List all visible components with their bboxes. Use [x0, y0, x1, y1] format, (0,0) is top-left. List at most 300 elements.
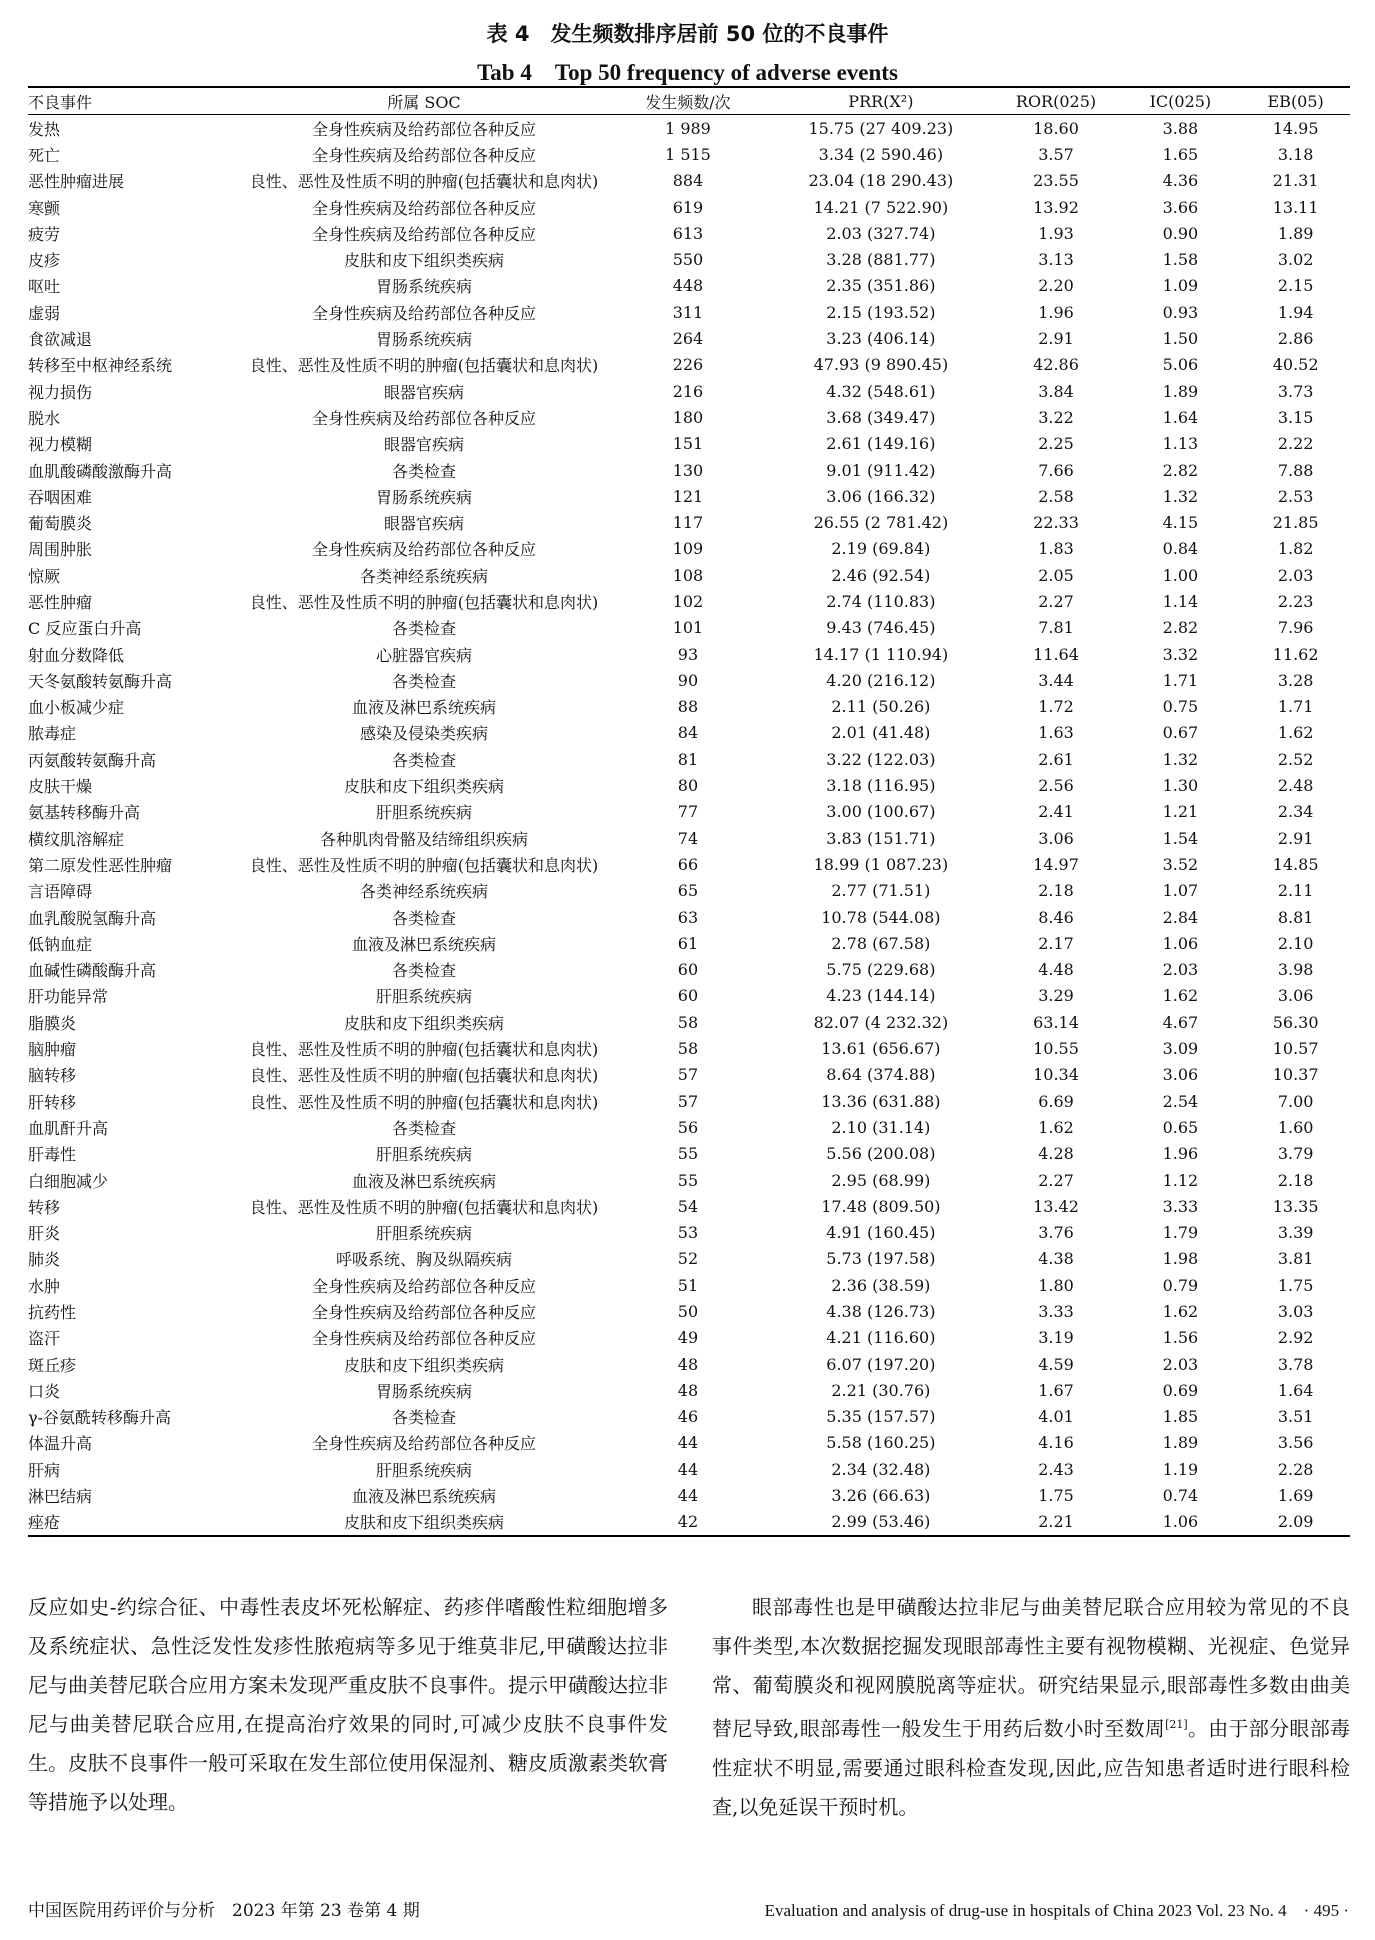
cell-adverse-event: 皮疹	[28, 251, 61, 271]
cell-ror: 1.67	[1038, 1380, 1074, 1400]
table-row	[28, 246, 1350, 272]
cell-ic: 1.96	[1162, 1144, 1199, 1164]
table-header-row	[28, 87, 1350, 115]
cell-adverse-event: 食欲减退	[28, 330, 93, 350]
cell-adverse-event: 血乳酸脱氢酶升高	[28, 908, 157, 928]
table-row	[28, 325, 1350, 351]
cell-soc: 各类检查	[391, 1118, 456, 1138]
cell-frequency: 1 989	[665, 118, 711, 138]
cell-ic: 2.82	[1162, 618, 1199, 638]
table-row	[28, 1009, 1350, 1035]
table-row	[28, 273, 1350, 299]
cell-prr: 2.35 (351.86)	[826, 276, 936, 296]
cell-ic: 1.62	[1162, 1302, 1199, 1321]
cell-adverse-event: 口炎	[28, 1381, 61, 1401]
cell-adverse-event: 皮肤干燥	[28, 777, 93, 797]
cell-frequency: 80	[677, 776, 699, 796]
cell-adverse-event: 疲劳	[28, 224, 61, 244]
cell-prr: 4.20 (216.12)	[826, 670, 936, 690]
cell-adverse-event: 肝毒性	[28, 1145, 77, 1165]
cell-eb: 7.88	[1277, 460, 1314, 480]
cell-adverse-event: 肺炎	[28, 1250, 61, 1270]
cell-soc: 血液及淋巴系统疾病	[351, 1487, 496, 1507]
cell-frequency: 108	[672, 565, 704, 585]
cell-frequency: 102	[672, 591, 704, 611]
cell-ic: 0.65	[1162, 1117, 1199, 1137]
cell-eb: 3.03	[1277, 1302, 1314, 1321]
citation-ref: [21]	[1165, 1718, 1188, 1731]
cell-soc: 血液及淋巴系统疾病	[351, 934, 496, 954]
cell-ror: 3.22	[1038, 407, 1074, 427]
cell-adverse-event: 死亡	[28, 145, 61, 165]
cell-ror: 10.34	[1033, 1065, 1079, 1085]
cell-frequency: 42	[607, 1509, 769, 1536]
cell-prr: 3.34 (2 590.46)	[818, 144, 944, 164]
table-row	[28, 1114, 1350, 1140]
cell-ic: 1.79	[1162, 1223, 1199, 1243]
cell-ic: 2.03	[1162, 960, 1199, 980]
cell-prr: 2.99 (53.46)	[769, 1509, 992, 1536]
cell-prr: 13.61 (656.67)	[821, 1039, 941, 1059]
cell-ic: 4.36	[1162, 171, 1199, 191]
cell-ic: 0.74	[1162, 1486, 1199, 1506]
table-row	[28, 536, 1350, 562]
cell-ror: 4.01	[1038, 1407, 1074, 1427]
cell-ror: 3.57	[1038, 144, 1074, 164]
cell-prr: 18.99 (1 087.23)	[813, 854, 949, 874]
cell-frequency: 66	[677, 854, 699, 874]
table-row	[28, 878, 1350, 904]
cell-soc: 良性、恶性及性质不明的肿瘤(包括囊状和息肉状)	[249, 356, 599, 376]
cell-soc: 全身性疾病及给药部位各种反应	[311, 145, 536, 165]
cell-adverse-event: 血肌酐升高	[28, 1118, 109, 1138]
cell-frequency: 46	[677, 1407, 699, 1427]
cell-ror: 2.61	[1038, 749, 1074, 769]
cell-frequency: 48	[677, 1354, 699, 1374]
cell-ror: 8.46	[1038, 907, 1074, 927]
cell-eb: 3.98	[1277, 960, 1314, 980]
cell-ror: 13.42	[1033, 1196, 1079, 1216]
cell-adverse-event: 恶性肿瘤进展	[28, 172, 125, 192]
cell-ror: 63.14	[1033, 1012, 1079, 1032]
table-row	[28, 1509, 1350, 1536]
header-ic: IC(025)	[1119, 87, 1241, 115]
cell-adverse-event: 肝病	[28, 1460, 61, 1480]
cell-ic: 2.54	[1162, 1091, 1199, 1111]
cell-ic: 4.67	[1162, 1012, 1199, 1032]
cell-soc: 各类检查	[391, 961, 456, 981]
cell-prr: 82.07 (4 232.32)	[813, 1012, 949, 1032]
cell-prr: 2.21 (30.76)	[831, 1380, 931, 1400]
cell-frequency: 54	[677, 1196, 699, 1216]
cell-eb: 21.85	[1272, 513, 1319, 533]
cell-frequency: 311	[672, 302, 704, 322]
cell-eb: 1.60	[1277, 1117, 1314, 1137]
cell-frequency: 90	[677, 670, 699, 690]
cell-eb: 3.02	[1277, 250, 1314, 270]
cell-ror: 1.83	[1038, 539, 1074, 559]
cell-frequency: 448	[672, 276, 704, 296]
table-row	[28, 1456, 1350, 1482]
cell-prr: 2.95 (68.99)	[831, 1170, 931, 1190]
cell-soc: 良性、恶性及性质不明的肿瘤(包括囊状和息肉状)	[249, 855, 599, 875]
cell-frequency: 56	[677, 1117, 699, 1137]
cell-ror: 2.91	[1038, 329, 1074, 349]
cell-adverse-event: 血碱性磷酸酶升高	[28, 961, 157, 981]
cell-soc: 皮肤和皮下组织类疾病	[343, 777, 504, 797]
cell-soc: 全身性疾病及给药部位各种反应	[311, 408, 536, 428]
cell-prr: 4.91 (160.45)	[826, 1223, 936, 1243]
cell-soc: 皮肤和皮下组织类疾病	[343, 1013, 504, 1033]
cell-ic: 1.98	[1162, 1249, 1199, 1269]
cell-adverse-event: 血肌酸磷酸激酶升高	[28, 461, 173, 481]
cell-ic: 4.15	[1162, 513, 1199, 533]
cell-soc: 全身性疾病及给药部位各种反应	[311, 1276, 536, 1296]
cell-ic: 1.14	[1162, 591, 1199, 611]
cell-frequency: 57	[677, 1091, 699, 1111]
body-text-left	[28, 1588, 668, 1822]
cell-frequency: 63	[677, 907, 699, 927]
cell-eb: 2.48	[1277, 776, 1314, 796]
table-row	[28, 772, 1350, 798]
cell-adverse-event: 发热	[28, 119, 61, 139]
table-row	[28, 457, 1350, 483]
cell-prr: 4.21 (116.60)	[826, 1328, 936, 1348]
cell-frequency: 180	[672, 407, 704, 427]
cell-ic: 1.89	[1162, 1433, 1199, 1453]
cell-frequency: 50	[677, 1302, 699, 1321]
cell-prr: 2.15 (193.52)	[826, 302, 936, 322]
cell-soc: 眼器官疾病	[383, 514, 464, 534]
cell-ic: 1.30	[1162, 776, 1199, 796]
cell-ic: 1.62	[1162, 986, 1199, 1006]
cell-prr: 2.36 (38.59)	[831, 1275, 931, 1295]
cell-ror: 3.84	[1038, 381, 1074, 401]
cell-eb: 2.09	[1241, 1509, 1350, 1536]
cell-ror: 6.69	[1038, 1091, 1074, 1111]
table-row	[28, 1298, 1350, 1324]
cell-prr: 2.46 (92.54)	[831, 565, 931, 585]
cell-ror: 3.33	[1038, 1302, 1074, 1321]
table-row	[28, 168, 1350, 194]
header-soc: 所属 SOC	[241, 87, 607, 115]
cell-prr: 23.04 (18 290.43)	[808, 171, 954, 191]
cell-eb: 2.92	[1277, 1328, 1314, 1348]
cell-eb: 2.28	[1277, 1459, 1314, 1479]
cell-ic: 0.84	[1162, 539, 1199, 559]
cell-prr: 13.36 (631.88)	[821, 1091, 941, 1111]
cell-ror: 2.41	[1038, 802, 1074, 822]
cell-eb: 2.11	[1277, 881, 1314, 901]
cell-ror: 23.55	[1033, 171, 1079, 191]
table-row	[28, 851, 1350, 877]
cell-ic: 3.32	[1162, 644, 1199, 664]
table-row	[28, 1035, 1350, 1061]
cell-prr: 3.68 (349.47)	[826, 407, 936, 427]
cell-frequency: 65	[677, 881, 699, 901]
cell-adverse-event: 痤疮	[28, 1509, 241, 1536]
table-row	[28, 1062, 1350, 1088]
cell-adverse-event: 血小板减少症	[28, 698, 125, 718]
cell-ic: 1.06	[1162, 933, 1199, 953]
paragraph-right-part1: 眼部毒性也是甲磺酸达拉非尼与曲美替尼联合应用较为常见的不良事件类型,本次数据挖掘发现眼部毒性主要有视物模糊、光视症、色觉异常、葡萄膜炎和视网膜脱离等症状。研究结果显示,眼部毒性多数由曲美替尼导致,眼部毒性一般发生于用药后数小时至数周	[712, 1595, 1350, 1741]
table-body	[28, 115, 1350, 1537]
cell-ror: 3.13	[1038, 250, 1074, 270]
cell-eb: 3.06	[1277, 986, 1314, 1006]
cell-ic: 2.82	[1162, 460, 1199, 480]
cell-ic: 1.12	[1162, 1170, 1199, 1190]
cell-ror: 2.25	[1038, 434, 1074, 454]
cell-frequency: 57	[677, 1065, 699, 1085]
cell-ror: 1.72	[1038, 697, 1074, 717]
cell-prr: 26.55 (2 781.42)	[813, 513, 949, 533]
cell-prr: 3.28 (881.77)	[826, 250, 936, 270]
cell-prr: 15.75 (27 409.23)	[808, 118, 954, 138]
table-row	[28, 957, 1350, 983]
cell-adverse-event: 水肿	[28, 1276, 61, 1296]
cell-prr: 3.18 (116.95)	[826, 776, 936, 796]
header-eb: EB(05)	[1241, 87, 1350, 115]
cell-ic: 1.64	[1162, 407, 1199, 427]
cell-prr: 3.26 (66.63)	[831, 1486, 931, 1506]
cell-ic: 0.93	[1162, 302, 1199, 322]
cell-eb: 3.15	[1277, 407, 1314, 427]
cell-soc: 各类检查	[391, 750, 456, 770]
cell-prr: 5.58 (160.25)	[826, 1433, 936, 1453]
cell-ic: 1.00	[1162, 565, 1199, 585]
footer-journal-cn: 中国医院用药评价与分析 2023 年第 23 卷第 4 期	[28, 1901, 420, 1921]
cell-eb: 2.52	[1277, 749, 1314, 769]
cell-soc: 皮肤和皮下组织类疾病	[343, 251, 504, 271]
cell-adverse-event: 虚弱	[28, 303, 61, 323]
cell-soc: 全身性疾病及给药部位各种反应	[311, 303, 536, 323]
cell-ror: 4.38	[1038, 1249, 1074, 1269]
table-title-cn: 表 4 发生频数排序居前 50 位的不良事件	[486, 22, 889, 46]
cell-soc: 眼器官疾病	[383, 382, 464, 402]
table-row	[28, 641, 1350, 667]
table-row	[28, 1430, 1350, 1456]
cell-ic: 0.79	[1162, 1275, 1199, 1295]
cell-frequency: 613	[672, 223, 704, 243]
cell-adverse-event: 视力模糊	[28, 435, 93, 455]
cell-ror: 1.63	[1038, 723, 1074, 743]
cell-ror: 7.81	[1038, 618, 1074, 638]
cell-ror: 3.06	[1038, 828, 1074, 848]
table-row	[28, 799, 1350, 825]
cell-frequency: 74	[677, 828, 699, 848]
cell-eb: 7.00	[1277, 1091, 1314, 1111]
cell-adverse-event: 肝转移	[28, 1092, 77, 1112]
cell-adverse-event: 射血分数降低	[28, 645, 125, 665]
cell-frequency: 51	[677, 1275, 699, 1295]
cell-ror: 2.05	[1038, 565, 1074, 585]
cell-ic: 2.84	[1162, 907, 1199, 927]
cell-soc: 肝胆系统疾病	[375, 1460, 472, 1480]
table-row	[28, 194, 1350, 220]
cell-ror: 1.96	[1038, 302, 1074, 322]
cell-eb: 1.62	[1277, 723, 1314, 743]
cell-eb: 10.57	[1272, 1039, 1319, 1059]
cell-eb: 1.82	[1277, 539, 1314, 559]
cell-eb: 3.56	[1277, 1433, 1314, 1453]
cell-eb: 10.37	[1272, 1065, 1319, 1085]
cell-frequency: 52	[677, 1249, 699, 1269]
cell-frequency: 93	[677, 644, 699, 664]
cell-soc: 胃肠系统疾病	[375, 1381, 472, 1401]
cell-ic: 3.66	[1162, 197, 1199, 217]
cell-ror: 42.86	[1033, 355, 1079, 375]
table-row	[28, 1325, 1350, 1351]
cell-adverse-event: 寒颤	[28, 198, 61, 218]
cell-frequency: 264	[672, 329, 704, 349]
table-row	[28, 141, 1350, 167]
cell-ror: 4.28	[1038, 1144, 1074, 1164]
cell-ror: 3.19	[1038, 1328, 1074, 1348]
cell-adverse-event: 丙氨酸转氨酶升高	[28, 750, 157, 770]
cell-ic: 3.52	[1162, 854, 1199, 874]
cell-frequency: 81	[677, 749, 699, 769]
cell-adverse-event: 脱水	[28, 408, 61, 428]
cell-eb: 3.28	[1277, 670, 1314, 690]
cell-eb: 2.23	[1277, 591, 1314, 611]
cell-ror: 1.80	[1038, 1275, 1074, 1295]
cell-ic: 1.58	[1162, 250, 1199, 270]
cell-adverse-event: 转移	[28, 1197, 61, 1217]
cell-soc: 全身性疾病及给药部位各种反应	[311, 1329, 536, 1349]
cell-prr: 3.23 (406.14)	[826, 329, 936, 349]
cell-prr: 3.83 (151.71)	[826, 828, 936, 848]
cell-frequency: 53	[677, 1223, 699, 1243]
cell-eb: 2.10	[1277, 933, 1314, 953]
cell-soc: 皮肤和皮下组织类疾病	[241, 1509, 607, 1536]
cell-soc: 各类神经系统疾病	[359, 566, 488, 586]
cell-frequency: 101	[672, 618, 704, 638]
table-title-en: Tab 4 Top 50 frequency of adverse events	[477, 60, 898, 85]
table-row	[28, 904, 1350, 930]
adverse-events-table	[28, 86, 1350, 1537]
cell-frequency: 55	[677, 1144, 699, 1164]
cell-soc: 呼吸系统、胸及纵隔疾病	[335, 1250, 512, 1270]
cell-eb: 3.18	[1277, 144, 1314, 164]
cell-ic: 1.07	[1162, 881, 1199, 901]
cell-soc: 全身性疾病及给药部位各种反应	[311, 119, 536, 139]
cell-soc: 血液及淋巴系统疾病	[351, 1171, 496, 1191]
cell-eb: 13.35	[1272, 1196, 1319, 1216]
cell-ic: 1.89	[1162, 381, 1199, 401]
cell-frequency: 884	[672, 171, 704, 191]
table-row	[28, 378, 1350, 404]
cell-prr: 14.21 (7 522.90)	[813, 197, 949, 217]
cell-eb: 11.62	[1272, 644, 1319, 664]
cell-ror: 1.75	[1038, 1486, 1074, 1506]
cell-adverse-event: 抗药性	[28, 1303, 77, 1322]
cell-frequency: 58	[677, 1012, 699, 1032]
cell-eb: 3.51	[1277, 1407, 1314, 1427]
cell-prr: 4.23 (144.14)	[826, 986, 936, 1006]
cell-ic: 1.19	[1162, 1459, 1199, 1479]
footer-journal-en: Evaluation and analysis of drug-use in hospitals of China 2023 Vol. 23 No. 4 · 495 ·	[764, 1901, 1349, 1920]
cell-ror: 2.18	[1038, 881, 1074, 901]
cell-eb: 2.03	[1277, 565, 1314, 585]
cell-ic: 1.56	[1162, 1328, 1199, 1348]
cell-soc: 感染及侵染类疾病	[359, 724, 488, 744]
cell-ror: 3.29	[1038, 986, 1074, 1006]
cell-prr: 2.61 (149.16)	[826, 434, 936, 454]
cell-ror: 18.60	[1033, 118, 1079, 138]
cell-eb: 7.96	[1277, 618, 1314, 638]
cell-eb: 13.11	[1272, 197, 1319, 217]
cell-soc: 良性、恶性及性质不明的肿瘤(包括囊状和息肉状)	[249, 1197, 599, 1217]
cell-prr: 10.78 (544.08)	[821, 907, 941, 927]
table-row	[28, 562, 1350, 588]
paragraph-right-part2: 。由于部分眼部毒性症状不明显,需要通过眼科检查发现,因此,应告知患者适时进行眼科检查,以免延误干预时机。	[712, 1716, 1351, 1819]
cell-ic: 1.32	[1162, 749, 1199, 769]
cell-frequency: 216	[672, 381, 704, 401]
cell-adverse-event: 横纹肌溶解症	[28, 829, 125, 849]
cell-ror: 4.48	[1038, 960, 1074, 980]
cell-ic: 1.09	[1162, 276, 1199, 296]
cell-eb: 2.22	[1277, 434, 1314, 454]
cell-adverse-event: 视力损伤	[28, 382, 93, 402]
table-row	[28, 694, 1350, 720]
cell-eb: 1.69	[1277, 1486, 1314, 1506]
cell-soc: 胃肠系统疾病	[375, 277, 472, 297]
cell-eb: 56.30	[1272, 1012, 1319, 1032]
cell-prr: 2.19 (69.84)	[831, 539, 931, 559]
cell-ror: 3.44	[1038, 670, 1074, 690]
cell-prr: 2.11 (50.26)	[831, 697, 931, 717]
cell-soc: 全身性疾病及给药部位各种反应	[311, 198, 536, 218]
cell-adverse-event: 转移至中枢神经系统	[28, 356, 173, 376]
cell-eb: 1.89	[1277, 223, 1314, 243]
cell-adverse-event: 低钠血症	[28, 934, 93, 954]
cell-adverse-event: 第二原发性恶性肿瘤	[28, 855, 173, 875]
table-row	[28, 746, 1350, 772]
cell-ic: 1.85	[1162, 1407, 1199, 1427]
cell-prr: 5.56 (200.08)	[826, 1144, 936, 1164]
cell-eb: 3.39	[1277, 1223, 1314, 1243]
cell-ic: 5.06	[1162, 355, 1199, 375]
table-row	[28, 1219, 1350, 1245]
cell-ror: 2.58	[1038, 486, 1074, 506]
cell-eb: 2.86	[1277, 329, 1314, 349]
cell-ror: 4.16	[1038, 1433, 1074, 1453]
cell-adverse-event: 脑转移	[28, 1066, 77, 1086]
cell-frequency: 619	[672, 197, 704, 217]
cell-prr: 47.93 (9 890.45)	[813, 355, 949, 375]
table-row	[28, 983, 1350, 1009]
cell-ic: 3.09	[1162, 1039, 1199, 1059]
cell-eb: 2.53	[1277, 486, 1314, 506]
cell-ror: 4.59	[1038, 1354, 1074, 1374]
cell-frequency: 151	[672, 434, 704, 454]
cell-adverse-event: 淋巴结病	[28, 1487, 93, 1507]
cell-adverse-event: 脑肿瘤	[28, 1040, 77, 1060]
cell-frequency: 1 515	[665, 144, 711, 164]
cell-adverse-event: 脓毒症	[28, 724, 77, 744]
cell-prr: 2.34 (32.48)	[831, 1459, 931, 1479]
table-row	[28, 1141, 1350, 1167]
cell-soc: 肝胆系统疾病	[375, 803, 472, 823]
cell-soc: 各类检查	[391, 461, 456, 481]
cell-soc: 良性、恶性及性质不明的肿瘤(包括囊状和息肉状)	[249, 172, 599, 192]
cell-eb: 21.31	[1272, 171, 1319, 191]
cell-frequency: 84	[677, 723, 699, 743]
cell-frequency: 109	[672, 539, 704, 559]
cell-eb: 2.91	[1277, 828, 1314, 848]
cell-ic: 1.32	[1162, 486, 1199, 506]
table-row	[28, 1193, 1350, 1219]
